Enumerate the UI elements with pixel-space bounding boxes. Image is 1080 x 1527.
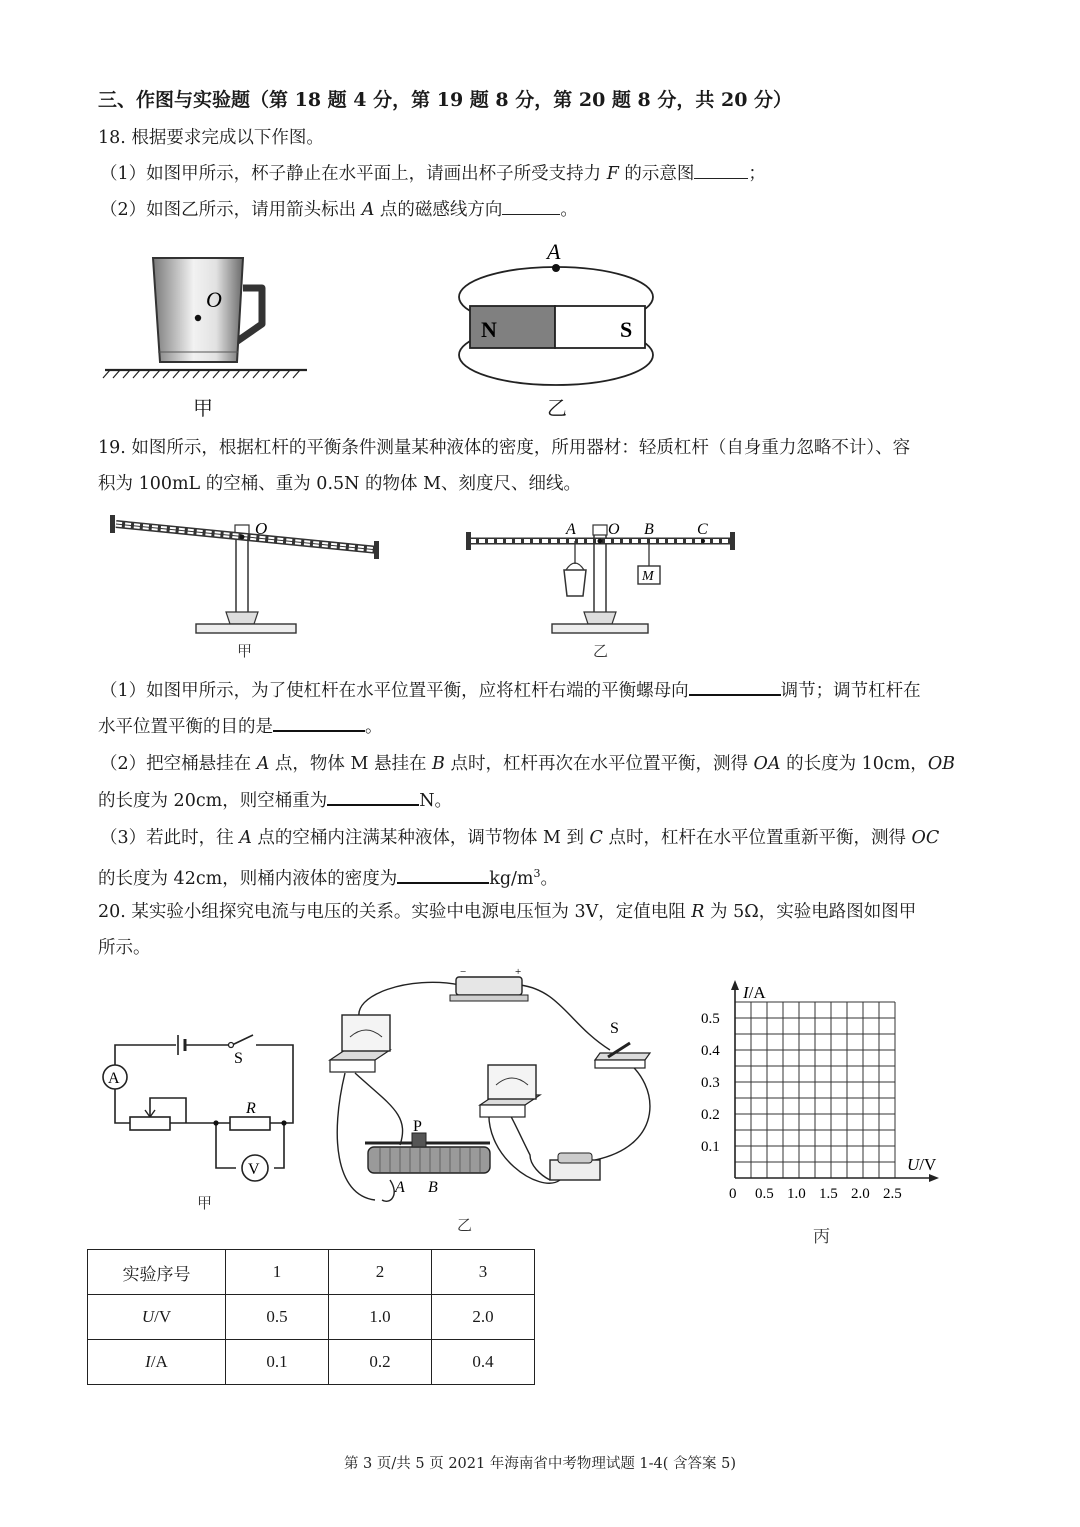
point-c-label: C (697, 521, 708, 538)
end-b-label: B (428, 1179, 438, 1196)
resistor-label: R (246, 1100, 256, 1117)
north-label: N (481, 317, 497, 342)
lever-left-caption: 甲 (237, 642, 253, 660)
q18-part2: （2）如图乙所示，请用箭头标出 A 点的磁感线方向 。 (100, 200, 578, 220)
table-cell: 1.0 (329, 1295, 432, 1340)
x-tick-label: 1.5 (819, 1186, 838, 1202)
row-label-current: I/A (88, 1340, 226, 1385)
south-label: S (620, 317, 633, 342)
table-header: 3 (432, 1250, 535, 1295)
table-cell: 2.0 (432, 1295, 535, 1340)
table-header: 2 (329, 1250, 432, 1295)
q18-part1: （1）如图甲所示，杯子静止在水平面上，请画出杯子所受支持力 F 的示意图 ； (100, 164, 766, 184)
table-cell: 0.1 (226, 1340, 329, 1385)
answer-blank[interactable] (397, 866, 489, 884)
slider-p-label: P (413, 1118, 422, 1135)
q18-stem: 18. 根据要求完成以下作图。 (98, 128, 324, 148)
cup-caption: 甲 (193, 396, 213, 420)
y-tick-label: 0.3 (701, 1075, 720, 1091)
point-a-label: A (547, 239, 561, 264)
point-o-label: O (206, 287, 222, 312)
magnet-caption: 乙 (547, 396, 567, 420)
ammeter-label: A (108, 1070, 120, 1087)
point-a-label: A (566, 521, 576, 538)
point-b-label: B (644, 521, 654, 538)
answer-blank[interactable] (327, 788, 419, 806)
table-row (88, 1340, 535, 1385)
x-tick-label: 0.5 (755, 1186, 774, 1202)
weight-m-label: M (642, 569, 654, 584)
y-tick-label: 0.5 (701, 1011, 720, 1027)
svg-text:−: − (460, 966, 467, 978)
table-cell: 0.4 (432, 1340, 535, 1385)
magnet-figure (450, 232, 670, 392)
y-axis-label: I/A (743, 983, 766, 1002)
x-tick-label: 1.0 (787, 1186, 806, 1202)
ground-hatch (103, 370, 300, 378)
answer-blank[interactable] (502, 198, 560, 215)
y-tick-label: 0.1 (701, 1139, 720, 1155)
q19-part1-line2: 水平位置平衡的目的是 。 (98, 714, 383, 739)
circuit-caption: 甲 (197, 1194, 213, 1212)
switch-device (595, 1060, 645, 1068)
graph-caption: 丙 (813, 1227, 830, 1247)
y-tick-label: 0.2 (701, 1107, 720, 1123)
table-cell: 0.5 (226, 1295, 329, 1340)
answer-blank[interactable] (273, 714, 365, 732)
switch-s-label: S (610, 1020, 619, 1037)
table-row (88, 1250, 535, 1295)
rheostat (130, 1117, 170, 1130)
grid-lines (735, 1002, 895, 1178)
q20-stem-line2: 所示。 (98, 938, 151, 958)
q19-part3-line1: （3）若此时，往 A 点的空桶内注满某种液体，调节物体 M 到 C 点时，杠杆在水平位置重新平衡，测得 OC (100, 828, 940, 848)
page-footer: 第 3 页/共 5 页 2021 年海南省中考物理试题 1-4( 含答案 5) (343, 1456, 737, 1472)
balance-nut-left (110, 515, 115, 533)
svg-text:+: + (515, 966, 522, 978)
bucket (564, 570, 586, 596)
lever-base (196, 624, 296, 633)
table-row (88, 1295, 535, 1340)
voltmeter-label: V (248, 1161, 260, 1178)
q19-stem-line1: 19. 如图所示，根据杠杆的平衡条件测量某种液体的密度，所用器材：轻质杠杆（自身重力忽略不计）、容 (98, 438, 911, 458)
x-axis-label: U/V (907, 1155, 937, 1174)
q19-part2-line2: 的长度为 20cm，则空桶重为 N。 (98, 788, 452, 813)
row-label-voltage: U/V (88, 1295, 226, 1340)
cup-figure (100, 250, 320, 380)
data-table (87, 1249, 535, 1385)
graph-grid (695, 978, 955, 1218)
table-cell: 0.2 (329, 1340, 432, 1385)
resistor (230, 1117, 270, 1130)
end-a-label: A (395, 1179, 405, 1196)
section-heading: 三、作图与实验题（第 18 题 4 分，第 19 题 8 分，第 20 题 8 分，共 20 分） (98, 89, 793, 111)
balance-nut-right (374, 541, 379, 559)
q19-stem-line2: 积为 100mL 的空桶、重为 0.5N 的物体 M、刻度尺、细线。 (98, 474, 581, 494)
rheostat-device (368, 1147, 490, 1173)
lever-figure-left (100, 512, 400, 642)
physical-circuit (320, 965, 670, 1210)
table-header: 实验序号 (88, 1250, 226, 1295)
point-a (552, 264, 560, 272)
y-tick-label: 0.4 (701, 1043, 720, 1059)
q19-part1-line1: （1）如图甲所示，为了使杠杆在水平位置平衡，应将杠杆右端的平衡螺母向 调节；调节杠杆在 (100, 678, 921, 703)
x-tick-label: 2.0 (851, 1186, 870, 1202)
point-o (195, 315, 201, 321)
answer-blank[interactable] (694, 162, 748, 179)
circuit-diagram (90, 1020, 310, 1190)
x-tick-label: 0 (729, 1186, 737, 1202)
lever-right-caption: 乙 (593, 642, 609, 660)
q20-stem-line1: 20. 某实验小组探究电流与电压的关系。实验中电源电压恒为 3V，定值电阻 R 为 5Ω，实验电路图如图甲 (98, 902, 917, 922)
physical-caption: 乙 (457, 1216, 473, 1234)
q19-part3-line2: 的长度为 42cm，则桶内液体的密度为 $kg/m^3$。 (98, 867, 559, 889)
switch-label: S (234, 1050, 243, 1067)
answer-blank[interactable] (689, 678, 781, 696)
point-o-label: O (608, 521, 620, 538)
x-tick-label: 2.5 (883, 1186, 902, 1202)
lever-figure-right (460, 512, 750, 642)
ammeter-device (488, 1065, 536, 1099)
voltmeter-device (342, 1015, 390, 1051)
pivot-o-label: O (255, 519, 268, 538)
q19-part2-line1: （2）把空桶悬挂在 A 点，物体 M 悬挂在 B 点时，杠杆再次在水平位置平衡，测得 OA 的长度为 10cm，OB (100, 754, 956, 774)
table-header: 1 (226, 1250, 329, 1295)
battery-box (456, 977, 522, 995)
cup-body (153, 258, 243, 362)
